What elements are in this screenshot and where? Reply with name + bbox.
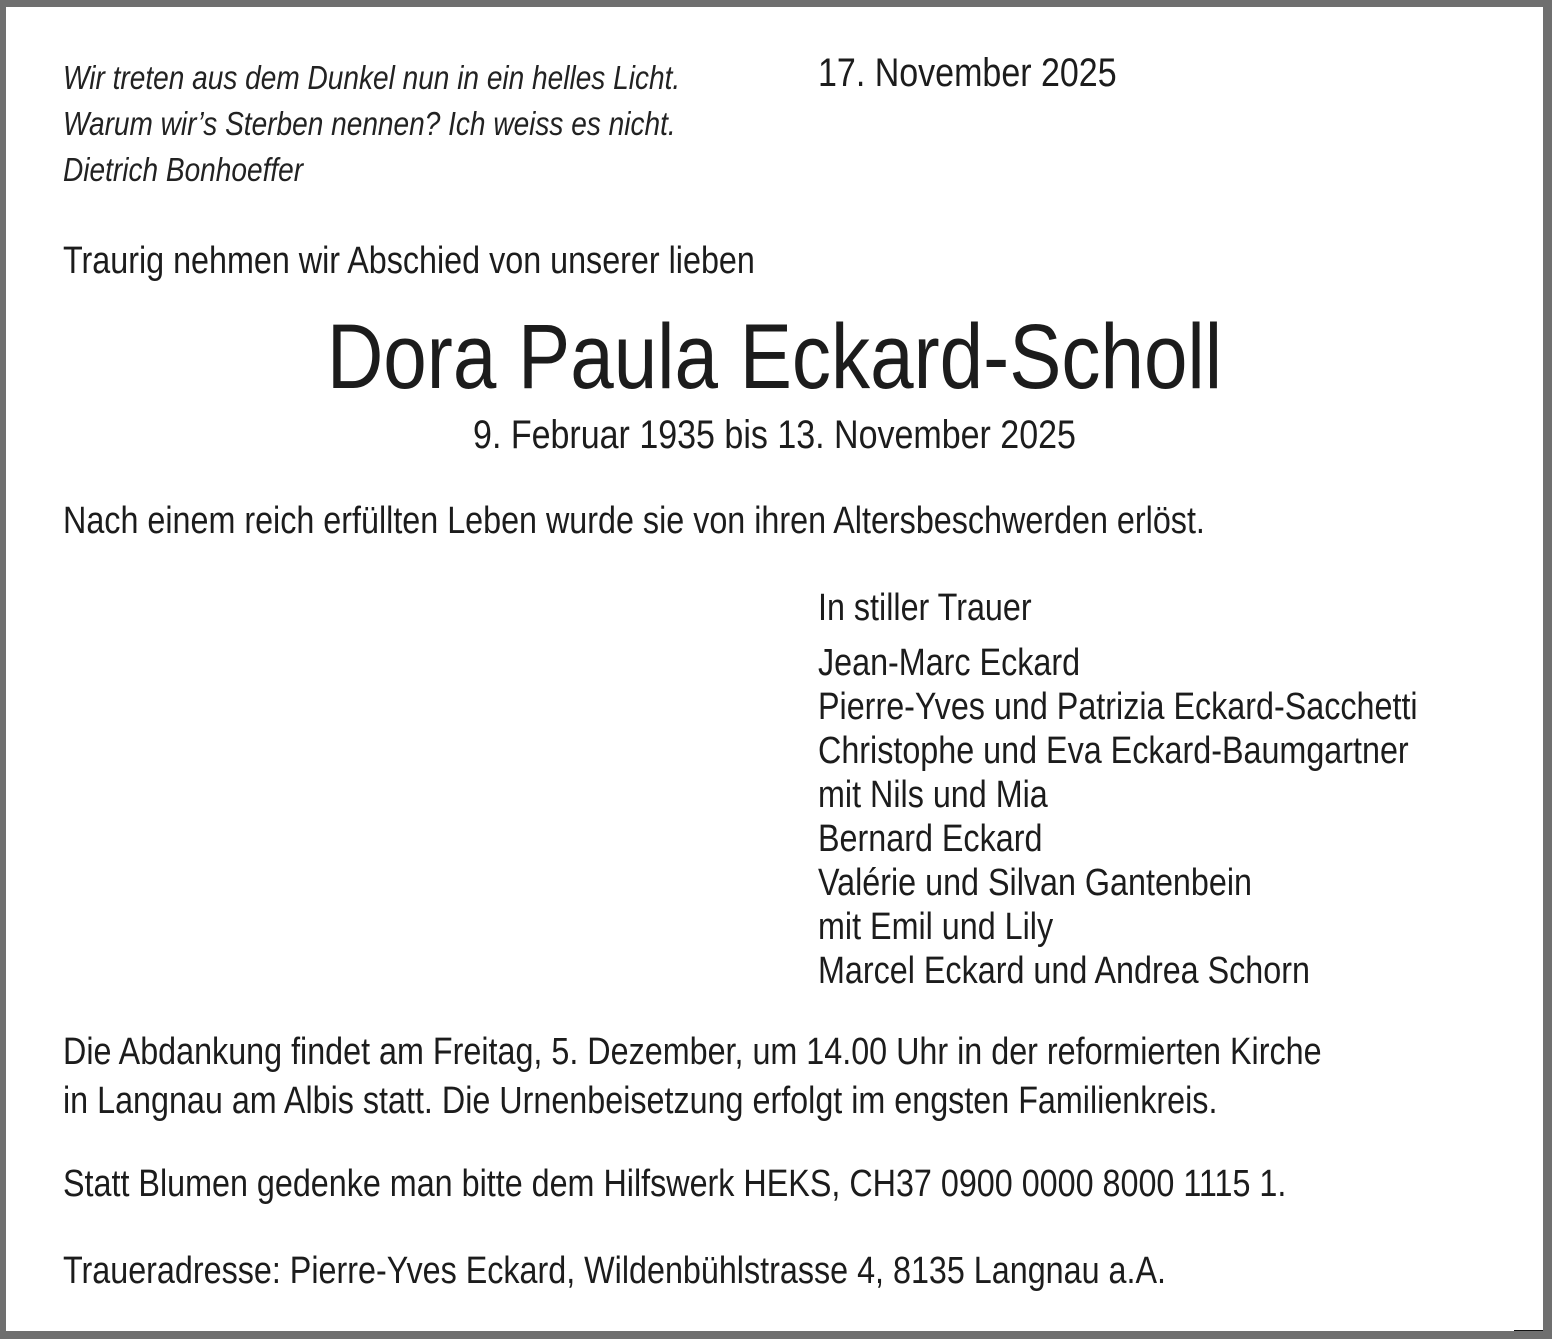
quote-line-2: Warum wir’s Sterben nennen? Ich weiss es nicht. [63,105,676,142]
mourners-list [818,641,1418,993]
mourner-line: Pierre-Yves und Patrizia Eckard-Sacchetti [818,686,1418,728]
quote-line-1: Wir treten aus dem Dunkel nun in ein helles Licht. [63,59,681,96]
issue-date: 17. November 2025 [818,51,1117,95]
mourner-line: mit Nils und Mia [818,774,1048,816]
funeral-line-1: Die Abdankung findet am Freitag, 5. Dezember, um 14.00 Uhr in der reformierten Kirche [63,1031,1322,1073]
quote-attribution: Dietrich Bonhoeffer [63,151,304,188]
mourner-line: Valérie und Silvan Gantenbein [818,862,1252,904]
mourners-heading: In stiller Trauer [818,587,1032,629]
funeral-line-2: in Langnau am Albis statt. Die Urnenbeisetzung erfolgt im engsten Familienkreis. [63,1080,1218,1122]
mourner-line: Marcel Eckard und Andrea Schorn [818,950,1310,992]
mourner-line: Christophe und Eva Eckard-Baumgartner [818,730,1409,772]
donation-line: Statt Blumen gedenke man bitte dem Hilfswerk HEKS, CH37 0900 0000 8000 1115 1. [63,1163,1287,1205]
quote-block [63,55,680,193]
corner-mark [1514,1330,1544,1333]
mourner-line: mit Emil und Lily [818,906,1054,948]
lead-line: Nach einem reich erfüllten Leben wurde sie von ihren Altersbeschwerden erlöst. [63,500,1205,542]
mourning-address: Traueradresse: Pierre-Yves Eckard, Wildenbühlstrasse 4, 8135 Langnau a.A. [63,1250,1166,1292]
deceased-name: Dora Paula Eckard-Scholl [326,306,1223,408]
intro-line: Traurig nehmen wir Abschied von unserer lieben [63,240,755,282]
funeral-info [63,1028,1322,1126]
life-dates: 9. Februar 1935 bis 13. November 2025 [473,413,1076,457]
mourner-line: Bernard Eckard [818,818,1043,860]
mourner-line: Jean-Marc Eckard [818,642,1081,684]
